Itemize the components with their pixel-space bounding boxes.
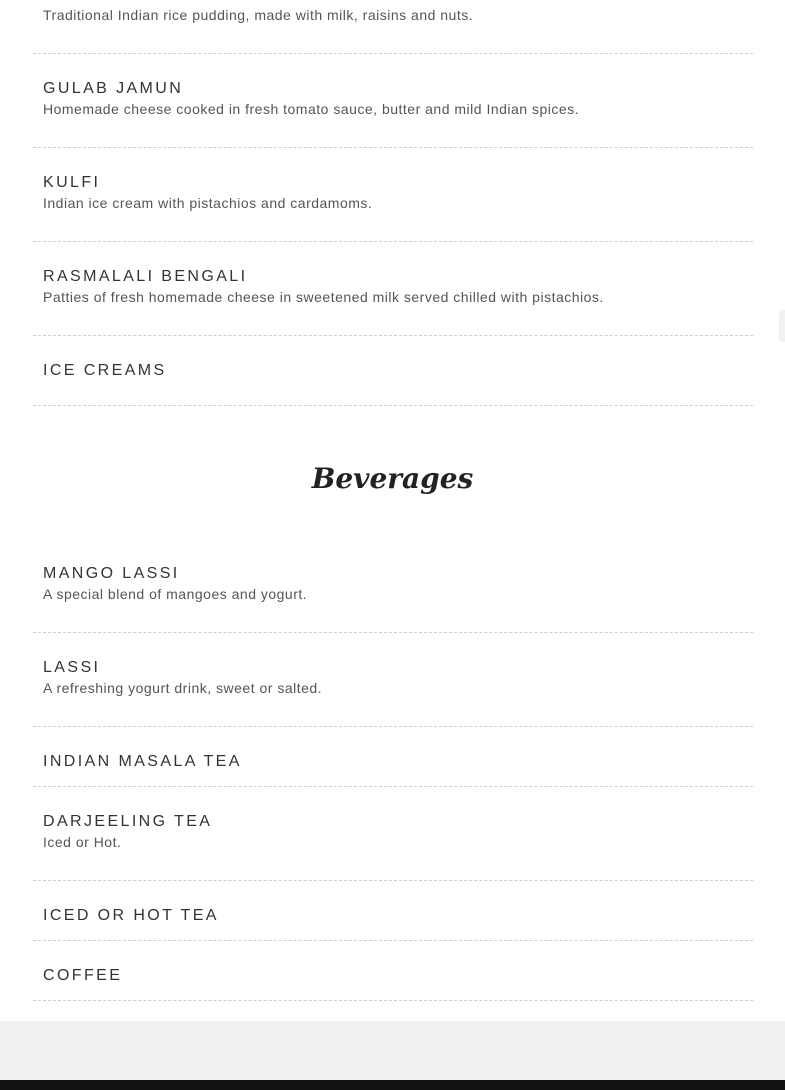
menu-item [33,148,753,242]
menu-item-name: LASSI [43,659,101,676]
menu-item-name: RASMALALI BENGALI [43,268,248,285]
scroll-handle[interactable] [779,310,785,342]
menu-item-description: A special blend of mangoes and yogurt. [43,586,308,602]
section-title-beverages: Beverages [311,462,474,495]
menu-item-name: INDIAN MASALA TEA [43,753,242,770]
menu-item-name: DARJEELING TEA [43,813,213,830]
menu-item [33,787,753,881]
menu-item [33,727,753,787]
menu-item-name: KULFI [43,174,101,191]
menu-item-description: Homemade cheese cooked in fresh tomato sauce, butter and mild Indian spices. [43,101,580,117]
menu-item-name: COFFEE [43,967,123,984]
menu-item [33,539,753,633]
menu-item-description: Traditional Indian rice pudding, made with milk, raisins and nuts. [43,7,474,23]
menu-item [33,941,753,1001]
menu-item [33,881,753,941]
menu-item-name: ICE CREAMS [43,362,167,379]
menu-item-name: MANGO LASSI [43,565,180,582]
menu-item-description: A refreshing yogurt drink, sweet or salted. [43,680,323,696]
menu-item [33,54,753,148]
menu-item-name: ICED OR HOT TEA [43,907,219,924]
footer-band [0,1021,785,1080]
footer-bar [0,1080,785,1090]
menu-item-name: GULAB JAMUN [43,80,184,97]
menu-item [33,633,753,727]
menu-item [33,242,753,336]
menu-item-description: Indian ice cream with pistachios and cardamoms. [43,195,373,211]
menu-item-description: Patties of fresh homemade cheese in sweetened milk served chilled with pistachios. [43,289,604,305]
menu-item [33,336,753,406]
menu-item-description: Iced or Hot. [43,834,122,850]
menu-item [33,0,753,54]
